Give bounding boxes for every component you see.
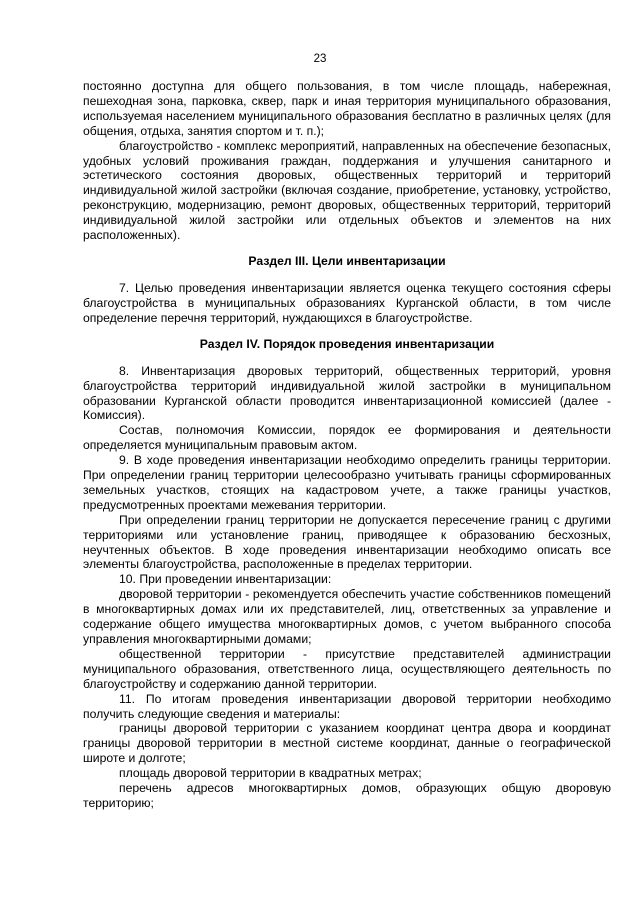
paragraph-area: площадь дворовой территории в квадратных метрах; [119, 766, 422, 781]
paragraph-item-7: 7. Целью проведения инвентаризации является оценка текущего состояния сферы благоустройства в муниципальных образованиях Курганской области, в том числе определение перечня территорий, нуждающихся в благоустройстве. [83, 280, 611, 325]
paragraph-improvement-definition: благоустройство - комплекс мероприятий, направленных на обеспечение безопасных, удобных условий проживания граждан, поддержания и улучшения санитарного и эстетического состояния дворовых, общественных территорий и территорий индивидуальной жилой застройки (включая создание, приобретение, установку, устройство, реконструкцию, модернизацию, ремонт дворовых, общественных территорий, территорий индивидуальной жилой застройки или отдельных объектов и элементов на них расположенных). [83, 138, 611, 243]
paragraph-commission-composition: Состав, полномочия Комиссии, порядок ее формирования и деятельности определяется муниципальным правовым актом. [83, 423, 611, 453]
paragraph-public-territory-end: постоянно доступна для общего пользования, в том числе площадь, набережная, пешеходная зона, парковка, сквер, парк и иная территория муниципального образования, используемая населением муниципального образования бесплатно в различных целях (для общения, отдыха, занятия спортом и т. п.); [83, 79, 611, 138]
page-number: 23 [313, 53, 327, 65]
section-heading-procedure: Раздел IV. Порядок проведения инвентаризации [199, 336, 495, 351]
paragraph-address-list: перечень адресов многоквартирных домов, образующих общую дворовую территорию; [83, 781, 611, 810]
paragraph-boundaries: При определении границ территории не допускается пересечение границ с другими территориями или установление границ, приводящее к образованию бесхозных, неучтенных объектов. В ходе проведения инвентаризации необходимо описать все элементы благоустройства, расположенные в пределах территории. [83, 512, 611, 572]
paragraph-item-11: 11. По итогам проведения инвентаризации дворовой территории необходимо получить следующие сведения и материалы: [83, 691, 611, 721]
paragraph-item-10: 10. При проведении инвентаризации: [119, 572, 332, 587]
paragraph-item-9: 9. В ходе проведения инвентаризации необходимо определить границы территории. При определении границ территории целесообразно учитывать границы сформированных земельных участков, стоящих на кадастровом учете, а также границы участков, предусмотренных проектами межевания территории. [83, 453, 611, 512]
document-body [83, 79, 611, 811]
section-heading-goals: Раздел III. Цели инвентаризации [248, 253, 446, 268]
paragraph-item-8: 8. Инвентаризация дворовых территорий, общественных территорий, уровня благоустройства территорий индивидуальной жилой застройки в муниципальном образовании Курганской области проводится инвентаризационной комиссией (далее - Комиссия). [83, 363, 611, 423]
paragraph-boundaries-coordinates: границы дворовой территории с указанием координат центра двора и координат границы дворовой территории в местной системе координат, данные о географической широте и долготе; [83, 721, 611, 766]
paragraph-public-territory: общественной территории - присутствие представителей администрации муниципального образования, ответственного лица, осуществляющего деятельность по благоустройству и содержанию данной территории. [83, 646, 611, 691]
paragraph-courtyard-territory: дворовой территории - рекомендуется обеспечить участие собственников помещений в многоквартирных домах или их представителей, лиц, ответственных за управление и содержание общего имущества многоквартирных домов, с учетом выбранного способа управления многоквартирными домами; [83, 587, 611, 646]
